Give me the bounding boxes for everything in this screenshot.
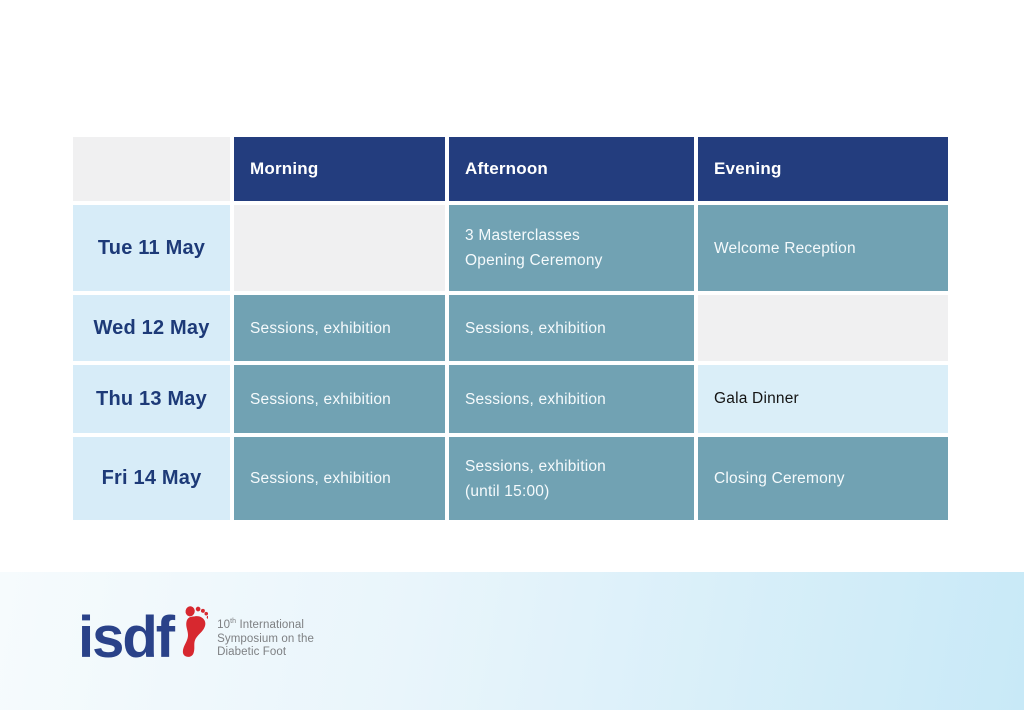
footprint-icon xyxy=(178,604,208,667)
cell-text: Sessions, exhibition xyxy=(250,319,391,337)
isdf-logo-text: isdf xyxy=(78,604,174,670)
cell-thu-afternoon xyxy=(449,365,694,433)
cell-text: Welcome Reception xyxy=(714,239,856,257)
logo-tagline xyxy=(217,615,314,659)
tagline-line-1: 10th International xyxy=(217,618,305,632)
table-corner-cell xyxy=(73,137,230,201)
cell-text: Sessions, exhibition xyxy=(465,457,606,475)
column-header-label: Morning xyxy=(250,159,319,178)
tagline-line-2: Symposium on the xyxy=(217,632,314,645)
cell-fri-evening xyxy=(698,437,948,520)
cell-wed-evening-empty xyxy=(698,295,948,361)
cell-thu-morning xyxy=(234,365,445,433)
cell-text: Sessions, exhibition xyxy=(465,319,606,337)
cell-text: Sessions, exhibition xyxy=(465,390,606,408)
cell-text: Gala Dinner xyxy=(714,390,799,407)
cell-wed-morning xyxy=(234,295,445,361)
day-label: Fri 14 May xyxy=(101,467,202,489)
column-header-evening xyxy=(698,137,948,201)
cell-text: Closing Ceremony xyxy=(714,470,845,487)
schedule-table xyxy=(73,137,948,520)
column-header-label: Evening xyxy=(714,159,782,178)
day-label: Wed 12 May xyxy=(93,316,210,339)
cell-wed-afternoon xyxy=(449,295,694,361)
cell-tue-evening xyxy=(698,205,948,291)
cell-text: Sessions, exhibition xyxy=(250,470,391,487)
cell-text: (until 15:00) xyxy=(465,482,550,500)
cell-fri-afternoon xyxy=(449,437,694,520)
cell-text: Opening Ceremony xyxy=(465,252,603,269)
cell-fri-morning xyxy=(234,437,445,520)
row-header-tue-11-may xyxy=(73,205,230,291)
row-header-wed-12-may xyxy=(73,295,230,361)
day-label: Thu 13 May xyxy=(96,387,207,410)
row-header-fri-14-may xyxy=(73,437,230,520)
cell-text: Sessions, exhibition xyxy=(250,390,391,408)
cell-thu-evening-gala-dinner xyxy=(698,365,948,433)
cell-text: 3 Masterclasses xyxy=(465,227,580,244)
footer-banner xyxy=(0,572,1024,710)
cell-tue-morning-empty xyxy=(234,205,445,291)
row-header-thu-13-may xyxy=(73,365,230,433)
isdf-logo xyxy=(78,604,314,670)
day-label: Tue 11 May xyxy=(97,236,206,259)
column-header-label: Afternoon xyxy=(465,159,549,178)
column-header-afternoon xyxy=(449,137,694,201)
column-header-morning xyxy=(234,137,445,201)
tagline-line-3: Diabetic Foot xyxy=(217,646,287,659)
cell-tue-afternoon xyxy=(449,205,694,291)
